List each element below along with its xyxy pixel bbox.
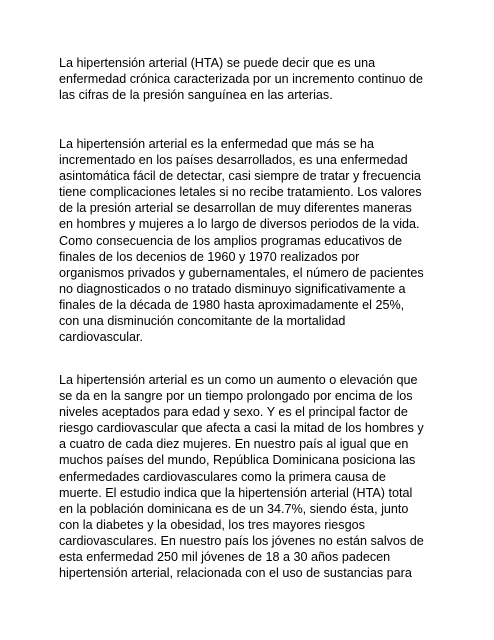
paragraph-line: con la diabetes y la obesidad, los tres mayores riesgos (59, 517, 365, 532)
paragraph-line: con una disminución concomitante de la mortalidad (59, 314, 346, 329)
paragraph-line: las cifras de la presión sanguínea en las arterias. (59, 88, 333, 103)
paragraph-line: La hipertensión arterial es un como un aumento o elevación que (59, 373, 418, 387)
paragraph-line: asintomática fácil de detectar, casi siempre de tratar y frecuencia (59, 169, 421, 184)
paragraph-line: muerte. El estudio indica que la hipertensión arterial (HTA) total (59, 485, 413, 500)
paragraph-line: a cuatro de cada diez mujeres. En nuestro país al igual que en (59, 437, 409, 452)
paragraph-line: La hipertensión arterial es la enfermedad que más se ha (59, 137, 375, 151)
paragraph-line: organismos privados y gubernamentales, el número de pacientes (59, 265, 424, 280)
paragraph-line: riesgo cardiovascular que afecta a casi la mitad de los hombres y (59, 421, 424, 436)
paragraph-prevalence (59, 136, 439, 345)
paragraph-line: no diagnosticados o no tratado disminuyo significativamente a (59, 281, 406, 296)
paragraph-line: de la presión arterial se desarrollan de muy diferentes maneras (59, 201, 412, 216)
paragraph-definition (59, 55, 439, 103)
paragraph-line: cardiovascular. (59, 330, 143, 345)
paragraph-line: enfermedades cardiovasculares como la primera causa de (59, 469, 386, 484)
paragraph-line: hipertensión arterial, relacionada con el uso de sustancias para (59, 566, 412, 581)
paragraph-line: Como consecuencia de los amplios programas educativos de (59, 233, 403, 248)
paragraph-line: enfermedad crónica caracterizada por un incremento continuo de (59, 72, 424, 87)
paragraph-line: se da en la sangre por un tiempo prolongado por encima de los (59, 389, 413, 404)
paragraph-line: en la población dominicana es de un 34.7%, siendo ésta, junto (59, 501, 409, 516)
paragraph-dominican-republic (59, 372, 439, 581)
paragraph-line: cardiovasculares. En nuestro país los jóvenes no están salvos de (59, 533, 424, 548)
paragraph-line: niveles aceptados para edad y sexo. Y es el principal factor de (59, 405, 408, 420)
paragraph-line: La hipertensión arterial (HTA) se puede decir que es una (59, 56, 376, 70)
paragraph-line: finales de la década de 1980 hasta aproximadamente el 25%, (59, 297, 405, 312)
paragraph-line: en hombres y mujeres a lo largo de diversos periodos de la vida. (59, 217, 420, 232)
paragraph-line: esta enfermedad 250 mil jóvenes de 18 a 30 años padecen (59, 550, 391, 565)
paragraph-line: tiene complicaciones letales si no recibe tratamiento. Los valores (59, 185, 422, 200)
paragraph-line: finales de los decenios de 1960 y 1970 realizados por (59, 249, 360, 264)
paragraph-line: muchos países del mundo, República Dominicana posiciona las (59, 453, 416, 468)
paragraph-line: incrementado en los países desarrollados, es una enfermedad (59, 153, 408, 168)
